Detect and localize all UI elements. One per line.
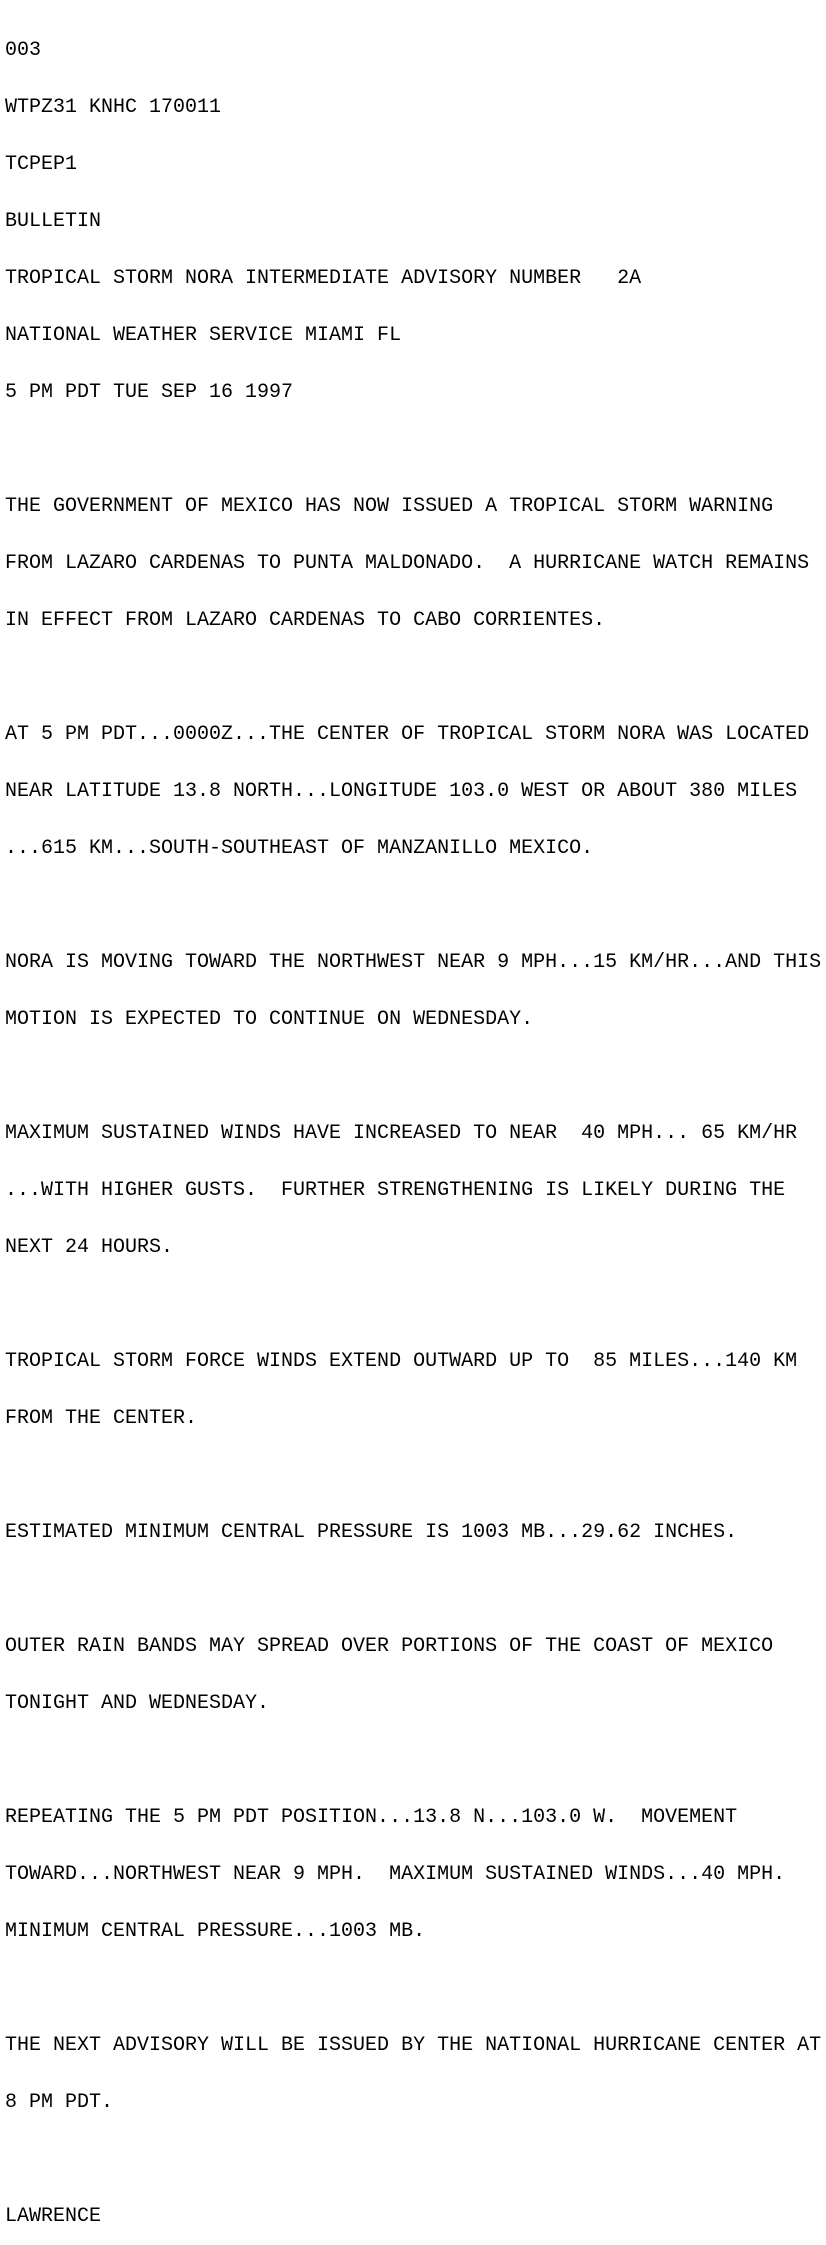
warnings-paragraph-line: FROM LAZARO CARDENAS TO PUNTA MALDONADO. A HURRICANE WATCH REMAINS bbox=[5, 552, 810, 575]
position-paragraph-line: ...615 KM...SOUTH-SOUTHEAST OF MANZANILLO MEXICO. bbox=[5, 837, 594, 860]
blank-line bbox=[5, 1466, 821, 1485]
forecaster-signature: LAWRENCE bbox=[5, 2205, 102, 2228]
blank-line bbox=[5, 440, 821, 459]
blank-line bbox=[5, 1751, 821, 1770]
summary-paragraph-line: REPEATING THE 5 PM PDT POSITION...13.8 N...103.0 W. MOVEMENT bbox=[5, 1806, 738, 1829]
motion-paragraph-line: MOTION IS EXPECTED TO CONTINUE ON WEDNESDAY. bbox=[5, 1008, 534, 1031]
pressure-paragraph-line: ESTIMATED MINIMUM CENTRAL PRESSURE IS 1003 MB...29.62 INCHES. bbox=[5, 1521, 738, 1544]
rainbands-paragraph-line: TONIGHT AND WEDNESDAY. bbox=[5, 1692, 270, 1715]
motion-paragraph-line: NORA IS MOVING TOWARD THE NORTHWEST NEAR 9 MPH...15 KM/HR...AND THIS bbox=[5, 951, 822, 974]
blank-line bbox=[5, 896, 821, 915]
warnings-paragraph-line: THE GOVERNMENT OF MEXICO HAS NOW ISSUED A TROPICAL STORM WARNING bbox=[5, 495, 774, 518]
awips-id: TCPEP1 bbox=[5, 153, 78, 176]
blank-line bbox=[5, 1580, 821, 1599]
advisory-bulletin-text bbox=[5, 3, 821, 2245]
winds-paragraph-line: NEXT 24 HOURS. bbox=[5, 1236, 174, 1259]
wmo-header: WTPZ31 KNHC 170011 bbox=[5, 96, 222, 119]
blank-line bbox=[5, 668, 821, 687]
summary-paragraph-line: TOWARD...NORTHWEST NEAR 9 MPH. MAXIMUM SUSTAINED WINDS...40 MPH. bbox=[5, 1863, 786, 1886]
position-paragraph-line: AT 5 PM PDT...0000Z...THE CENTER OF TROPICAL STORM NORA WAS LOCATED bbox=[5, 723, 810, 746]
winds-paragraph-line: MAXIMUM SUSTAINED WINDS HAVE INCREASED TO NEAR 40 MPH... 65 KM/HR bbox=[5, 1122, 798, 1145]
blank-line bbox=[5, 1979, 821, 1998]
winds-paragraph-line: ...WITH HIGHER GUSTS. FURTHER STRENGTHENING IS LIKELY DURING THE bbox=[5, 1179, 786, 1202]
rainbands-paragraph-line: OUTER RAIN BANDS MAY SPREAD OVER PORTIONS OF THE COAST OF MEXICO bbox=[5, 1635, 774, 1658]
issue-time: 5 PM PDT TUE SEP 16 1997 bbox=[5, 381, 294, 404]
warnings-paragraph-line: IN EFFECT FROM LAZARO CARDENAS TO CABO CORRIENTES. bbox=[5, 609, 606, 632]
blank-line bbox=[5, 1067, 821, 1086]
wind-radius-paragraph-line: TROPICAL STORM FORCE WINDS EXTEND OUTWARD UP TO 85 MILES...140 KM bbox=[5, 1350, 798, 1373]
wind-radius-paragraph-line: FROM THE CENTER. bbox=[5, 1407, 198, 1430]
next-advisory-paragraph-line: THE NEXT ADVISORY WILL BE ISSUED BY THE NATIONAL HURRICANE CENTER AT bbox=[5, 2034, 822, 2057]
issuing-office: NATIONAL WEATHER SERVICE MIAMI FL bbox=[5, 324, 402, 347]
product-sequence-number: 003 bbox=[5, 39, 42, 62]
bulletin-label: BULLETIN bbox=[5, 210, 102, 233]
blank-line bbox=[5, 2150, 821, 2169]
position-paragraph-line: NEAR LATITUDE 13.8 NORTH...LONGITUDE 103.0 WEST OR ABOUT 380 MILES bbox=[5, 780, 798, 803]
blank-line bbox=[5, 1295, 821, 1314]
advisory-title: TROPICAL STORM NORA INTERMEDIATE ADVISORY NUMBER 2A bbox=[5, 267, 642, 290]
next-advisory-paragraph-line: 8 PM PDT. bbox=[5, 2091, 114, 2114]
summary-paragraph-line: MINIMUM CENTRAL PRESSURE...1003 MB. bbox=[5, 1920, 426, 1943]
